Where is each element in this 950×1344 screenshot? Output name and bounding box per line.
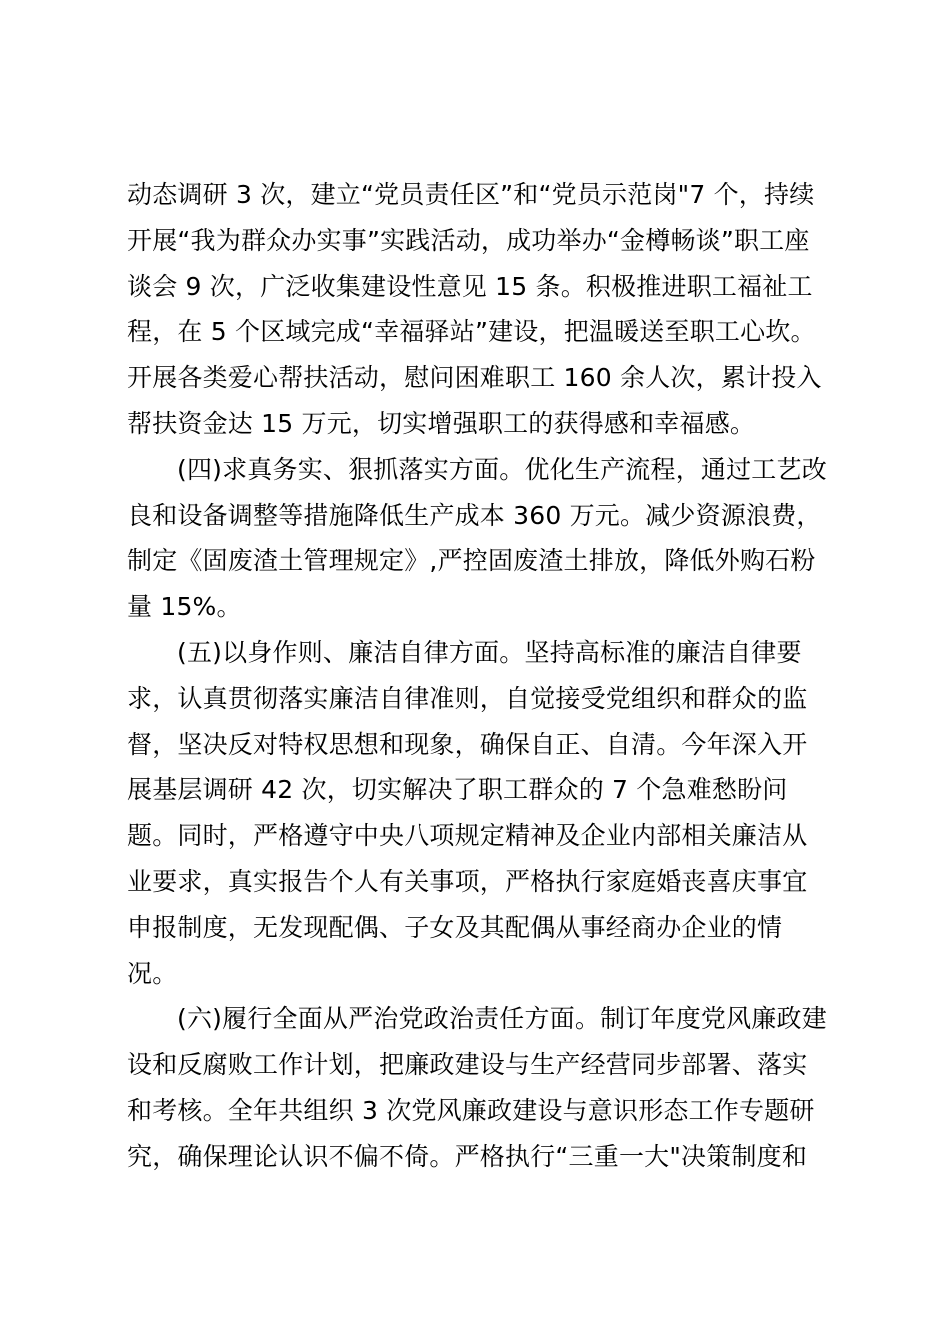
paragraph-section-five [127,630,827,996]
text-line: (四)求真务实、狠抓落实方面。优化生产流程，通过工艺改 [177,454,827,484]
text-line: 题。同时，严格遵守中央八项规定精神及企业内部相关廉洁从 [127,821,808,851]
text-line: 求，认真贯彻落实廉洁自律准则，自觉接受党组织和群众的监 [127,683,808,713]
text-line: 帮扶资金达 15 万元，切实增强职工的获得感和幸福感。 [127,408,756,438]
text-line: 良和设备调整等措施降低生产成本 360 万元。减少资源浪费， [127,500,822,530]
text-line: 督，坚决反对特权思想和现象，确保自正、自清。今年深入开 [127,729,808,759]
text-line: 展基层调研 42 次，切实解决了职工群众的 7 个急难愁盼问 [127,775,788,805]
text-line: 制定《固废渣土管理规定》,严控固废渣土排放，降低外购石粉 [127,546,816,576]
text-line: 谈会 9 次，广泛收集建设性意见 15 条。积极推进职工福祉工 [127,271,813,301]
text-line: (六)履行全面从严治党政治责任方面。制订年度党风廉政建 [177,1004,827,1034]
text-line: 量 15%。 [127,592,242,622]
text-line: 和考核。全年共组织 3 次党风廉政建设与意识形态工作专题研 [127,1095,815,1125]
paragraph-section-six [127,996,827,1179]
text-line: 动态调研 3 次，建立“党员责任区”和“党员示范岗"7 个，持续 [127,180,815,209]
text-line: 业要求，真实报告个人有关事项，严格执行家庭婚丧喜庆事宜 [127,866,808,896]
text-line: 究，确保理论认识不偏不倚。严格执行“三重一大"决策制度和 [127,1141,808,1171]
text-line: 设和反腐败工作计划，把廉政建设与生产经营同步部署、落实 [127,1050,808,1080]
text-line: 况。 [127,958,178,988]
text-line: 程，在 5 个区域完成“幸福驿站”建设，把温暖送至职工心坎。 [127,317,816,347]
document-body [127,172,827,1180]
text-line: 开展各类爱心帮扶活动，慰问困难职工 160 余人次，累计投入 [127,363,822,393]
paragraph-staff-welfare [127,172,827,447]
text-line: 申报制度，无发现配偶、子女及其配偶从事经商办企业的情 [127,912,783,942]
paragraph-section-four [127,447,827,630]
text-line: (五)以身作则、廉洁自律方面。坚持高标准的廉洁自律要 [177,637,802,667]
text-line: 开展“我为群众办实事”实践活动，成功举办“金樽畅谈”职工座 [127,225,810,255]
